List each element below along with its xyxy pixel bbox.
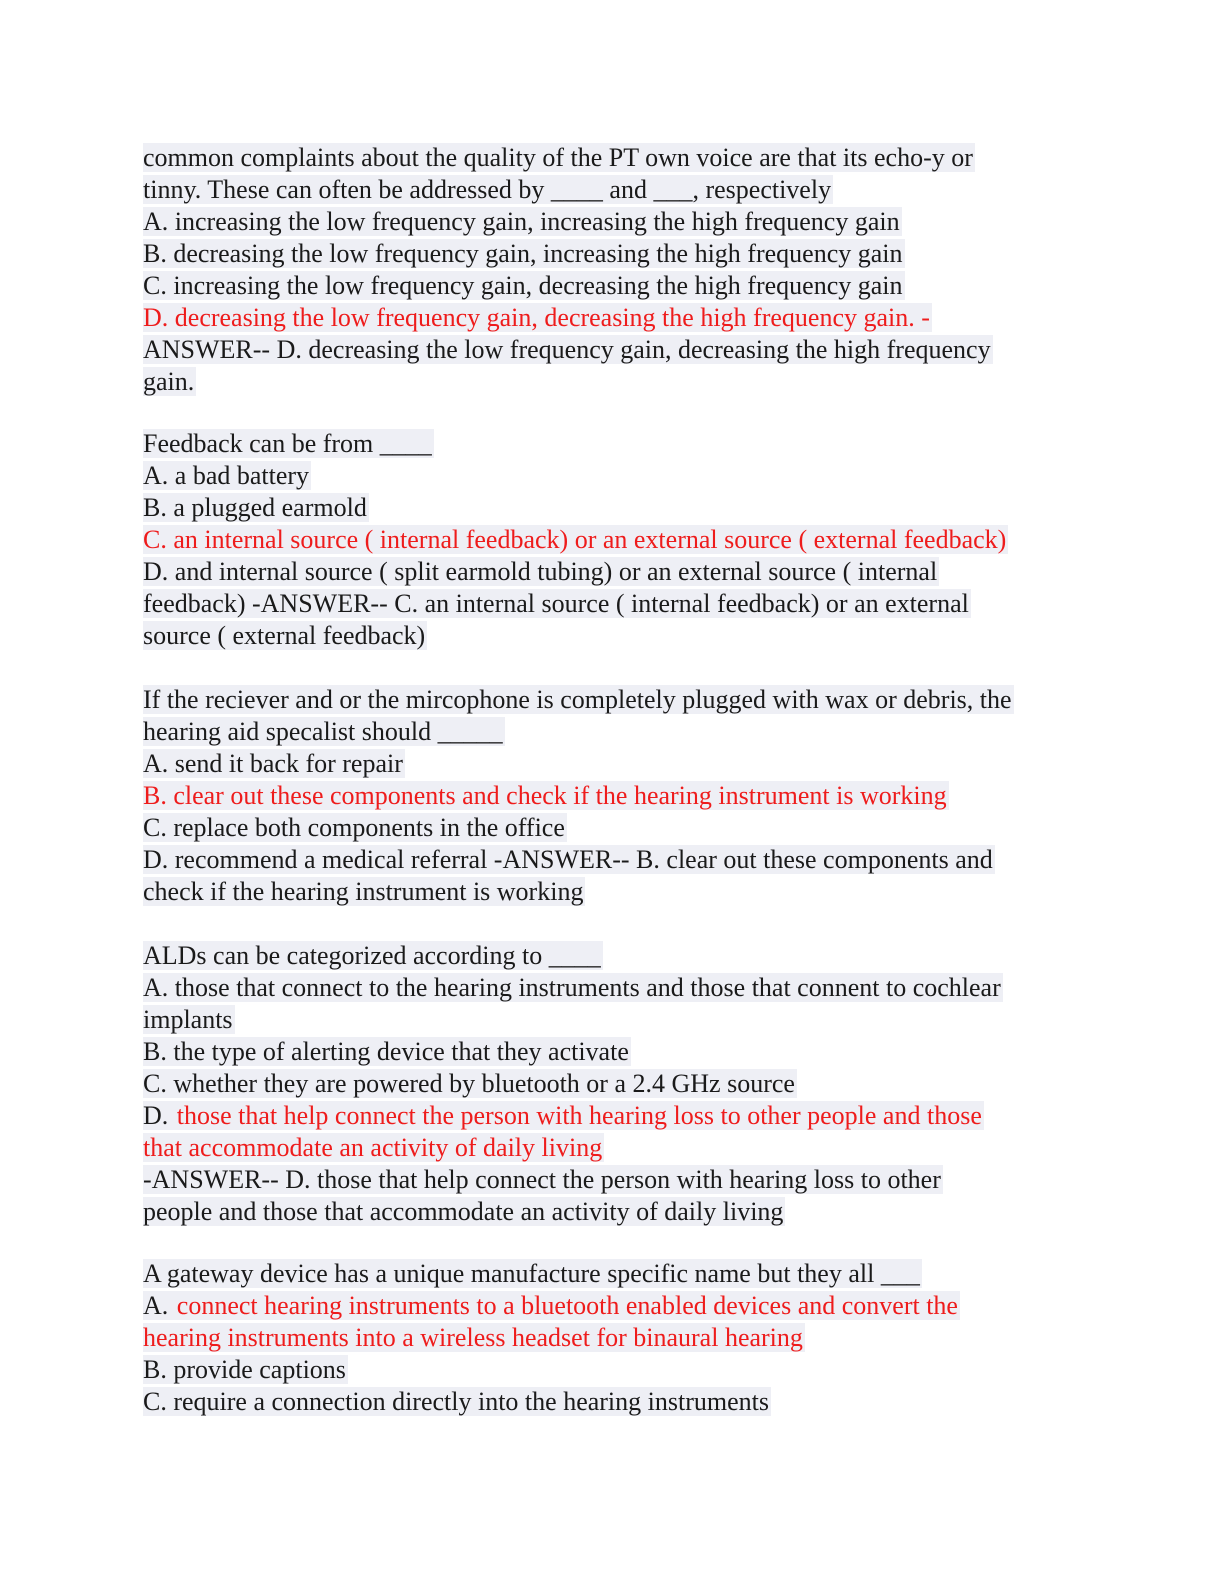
correct-answer-text: that accommodate an activity of daily living	[143, 1133, 603, 1162]
correct-option-line	[143, 780, 1083, 812]
option-line	[143, 238, 1083, 270]
text-run: C. require a connection directly into the hearing instruments	[143, 1387, 769, 1416]
paragraph-gap	[143, 1228, 1083, 1258]
answer-line	[143, 588, 1083, 620]
text-run: gain.	[143, 367, 195, 396]
correct-answer-text: D. decreasing the low frequency gain, decreasing the high frequency gain. -	[143, 303, 930, 332]
correct-answer-text: B. clear out these components and check if the hearing instrument is working	[143, 781, 947, 810]
text-run: If the reciever and or the mircophone is completely plugged with wax or debris, the	[143, 685, 1012, 714]
text-run: Feedback can be from ____	[143, 429, 432, 458]
correct-option-line	[143, 1100, 1083, 1132]
option-line	[143, 1036, 1083, 1068]
text-run: C. increasing the low frequency gain, decreasing the high frequency gain	[143, 271, 903, 300]
text-run: A gateway device has a unique manufacture specific name but they all ___	[143, 1259, 920, 1288]
paragraph-gap	[143, 908, 1083, 940]
text-run: A. those that connect to the hearing instruments and those that connent to cochlear	[143, 973, 1001, 1002]
text-run: ANSWER-- D. decreasing the low frequency gain, decreasing the high frequency	[143, 335, 991, 364]
option-line	[143, 812, 1083, 844]
question-stem-line	[143, 940, 1083, 972]
question-block-2	[143, 428, 1083, 652]
question-stem-line	[143, 716, 1083, 748]
option-line	[143, 972, 1083, 1004]
text-run: source ( external feedback)	[143, 621, 426, 650]
option-letter: D.	[143, 1101, 175, 1130]
correct-option-line	[143, 302, 1083, 334]
text-run: D. and internal source ( split earmold tubing) or an external source ( internal	[143, 557, 938, 586]
text-run: common complaints about the quality of the PT own voice are that its echo-y or	[143, 143, 973, 172]
question-stem-line	[143, 428, 1083, 460]
option-line	[143, 1386, 1083, 1418]
question-stem-line	[143, 142, 1083, 174]
option-line	[143, 206, 1083, 238]
paragraph-gap	[143, 652, 1083, 684]
question-stem-line	[143, 1258, 1083, 1290]
answer-line	[143, 334, 1083, 366]
answer-line	[143, 876, 1083, 908]
text-run: people and those that accommodate an activity of daily living	[143, 1197, 784, 1226]
option-line	[143, 748, 1083, 780]
text-run: C. replace both components in the office	[143, 813, 565, 842]
text-run: tinny. These can often be addressed by ____ and ___, respectively	[143, 175, 832, 204]
option-line	[143, 1354, 1083, 1386]
option-line	[143, 460, 1083, 492]
option-line	[143, 1068, 1083, 1100]
option-letter: A.	[143, 1291, 175, 1320]
text-run: -ANSWER-- D. those that help connect the person with hearing loss to other	[143, 1165, 941, 1194]
question-block-4	[143, 940, 1083, 1228]
answer-line	[143, 620, 1083, 652]
correct-answer-text: C. an internal source ( internal feedback) or an external source ( external feedback)	[143, 525, 1007, 554]
text-run: A. increasing the low frequency gain, increasing the high frequency gain	[143, 207, 900, 236]
text-run: B. a plugged earmold	[143, 493, 367, 522]
paragraph-gap	[143, 398, 1083, 428]
correct-option-line	[143, 1132, 1083, 1164]
answer-line	[143, 366, 1083, 398]
document-page	[143, 142, 1083, 1418]
text-run: A. a bad battery	[143, 461, 310, 490]
text-run: A. send it back for repair	[143, 749, 403, 778]
question-block-5	[143, 1258, 1083, 1418]
correct-option-line	[143, 1322, 1083, 1354]
text-run: B. the type of alerting device that they activate	[143, 1037, 629, 1066]
correct-answer-text: hearing instruments into a wireless headset for binaural hearing	[143, 1323, 803, 1352]
question-stem-line	[143, 174, 1083, 206]
question-stem-line	[143, 684, 1083, 716]
correct-answer-text: connect hearing instruments to a bluetooth enabled devices and convert the	[176, 1291, 958, 1320]
answer-line	[143, 1196, 1083, 1228]
question-block-3	[143, 684, 1083, 908]
text-run: ALDs can be categorized according to ____	[143, 941, 601, 970]
text-run: B. provide captions	[143, 1355, 346, 1384]
option-line	[143, 1004, 1083, 1036]
text-run: implants	[143, 1005, 233, 1034]
text-run: B. decreasing the low frequency gain, increasing the high frequency gain	[143, 239, 903, 268]
correct-option-line	[143, 1290, 1083, 1322]
text-run: hearing aid specalist should _____	[143, 717, 503, 746]
correct-option-line	[143, 524, 1083, 556]
answer-line	[143, 844, 1083, 876]
text-run: C. whether they are powered by bluetooth or a 2.4 GHz source	[143, 1069, 795, 1098]
option-line	[143, 492, 1083, 524]
answer-line	[143, 1164, 1083, 1196]
text-run: feedback) -ANSWER-- C. an internal source ( internal feedback) or an external	[143, 589, 969, 618]
question-block-1	[143, 142, 1083, 398]
correct-answer-text: those that help connect the person with hearing loss to other people and those	[176, 1101, 982, 1130]
text-run: D. recommend a medical referral -ANSWER-- B. clear out these components and	[143, 845, 993, 874]
option-line	[143, 270, 1083, 302]
text-run: check if the hearing instrument is working	[143, 877, 584, 906]
option-line	[143, 556, 1083, 588]
